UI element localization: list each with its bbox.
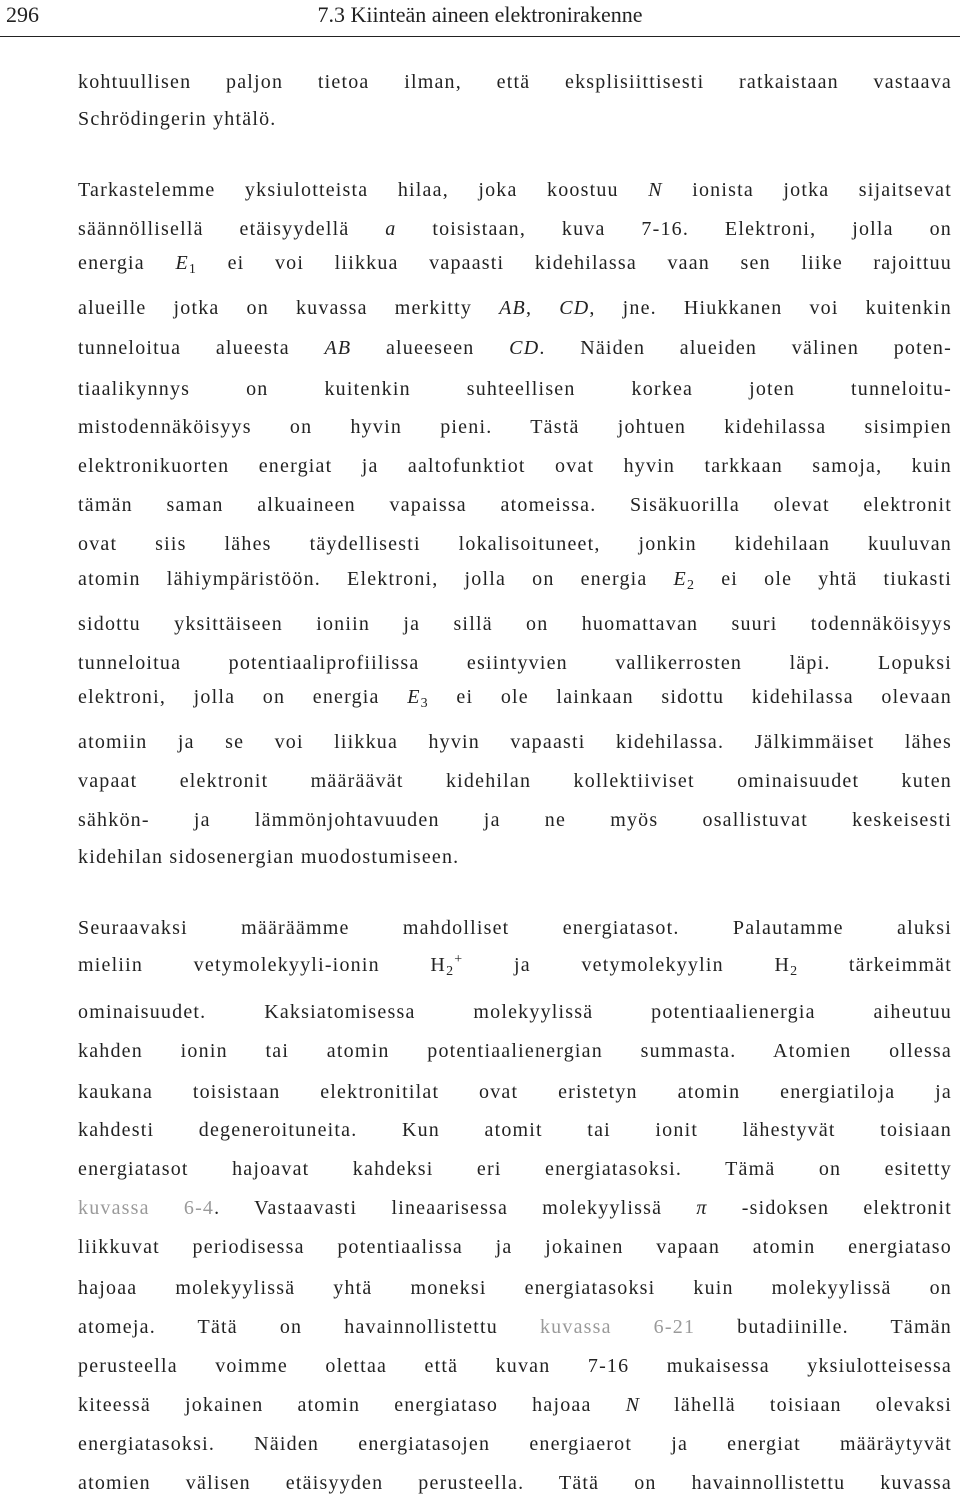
text-line: säännöllisellä etäisyydellä a toisistaan, kuva 7-16. Elektroni, jolla on: [78, 218, 952, 240]
text-line: kohtuullisen paljon tietoa ilman, että eksplisiittisesti ratkaistaan vastaava: [78, 71, 952, 93]
text-line: energiatasoksi. Näiden energiatasojen energiaerot ja energiat määräytyvät: [78, 1433, 952, 1455]
text-line: vapaat elektronit määräävät kidehilan kollektiiviset ominaisuudet kuten: [78, 770, 952, 792]
text-line: hajoaa molekyylissä yhtä moneksi energiatasoksi kuin molekyylissä on: [78, 1277, 952, 1299]
text-line: ominaisuudet. Kaksiatomisessa molekyylissä potentiaalienergia aiheutuu: [78, 1001, 952, 1023]
text-line: kiteessä jokainen atomin energiataso hajoaa N lähellä toisiaan olevaksi: [78, 1394, 953, 1416]
text-line: liikkuvat periodisessa potentiaalissa ja jokainen vapaan atomin energiataso: [78, 1236, 952, 1258]
text-line: sidottu yksittäiseen ioniin ja sillä on huomattavan suuri todennäköisyys: [78, 613, 952, 635]
text-line: Schrödingerin yhtälö.: [78, 108, 277, 130]
text-line: kaukana toisistaan elektronitilat ovat eristetyn atomin energiatiloja ja: [78, 1081, 952, 1103]
text-line: sähkön- ja lämmönjohtavuuden ja ne myös osallistuvat keskeisesti: [78, 809, 952, 831]
page-number: 296: [6, 2, 39, 27]
text-line: alueille jotka on kuvassa merkitty AB, CD, jne. Hiukkanen voi kuitenkin: [78, 297, 952, 319]
chapter-title: 7.3 Kiinteän aineen elektronirakenne: [317, 2, 643, 27]
text-line: perusteella voimme olettaa että kuvan 7-16 mukaisessa yksiulotteisessa: [78, 1355, 952, 1377]
text-line: atomin lähiympäristöön. Elektroni, jolla on energia $E_2$ ei ole yhtä tiukasti: [78, 568, 952, 593]
text-line: mistodennäköisyys on hyvin pieni. Tästä johtuen kidehilassa sisimpien: [78, 416, 952, 438]
text-line: kidehilan sidosenergian muodostumiseen.: [78, 846, 460, 868]
text-line: kahden ionin tai atomin potentiaalienergian summasta. Atomien ollessa: [78, 1040, 952, 1062]
text-line: tunneloitua alueesta AB alueeseen CD. Näiden alueiden välinen poten-: [78, 337, 952, 359]
text-line: atomeja. Tätä on havainnollistettu kuvassa 6-21 butadiinille. Tämän: [78, 1316, 953, 1338]
page-header: [0, 0, 960, 36]
text-line: elektroni, jolla on energia $E_3$ ei ole lainkaan sidottu kidehilassa olevaan: [78, 686, 953, 711]
text-line: Tarkastelemme yksiulotteista hilaa, joka koostuu N ionista jotka sijaitsevat: [78, 179, 952, 201]
text-line: energiatasot hajoavat kahdeksi eri energiatasoksi. Tämä on esitetty: [78, 1158, 952, 1180]
text-line: ovat siis lähes täydellisesti lokalisoituneet, jonkin kidehilaan kuuluvan: [78, 533, 952, 555]
text-line: mieliin vetymolekyyli-ionin $H_2^+$ ja vetymolekyylin $H_2$ tärkeimmät: [78, 952, 952, 979]
text-line: tiaalikynnys on kuitenkin suhteellisen korkea joten tunneloitu-: [78, 378, 952, 400]
text-line: elektronikuorten energiat ja aaltofunktiot ovat hyvin tarkkaan samoja, kuin: [78, 455, 952, 477]
text-line: tunneloitua potentiaaliprofiilissa esiintyvien vallikerrosten läpi. Lopuksi: [78, 652, 952, 674]
text-line: atomien välisen etäisyyden perusteella. Tätä on havainnollistettu kuvassa: [78, 1472, 952, 1494]
text-line: energia $E_1$ ei voi liikkua vapaasti kidehilassa vaan sen liike rajoittuu: [78, 252, 952, 277]
text-line: kahdesti degeneroituneita. Kun atomit tai ionit lähestyvät toisiaan: [78, 1119, 952, 1141]
text-line: kuvassa 6-4. Vastaavasti lineaarisessa molekyylissä π -sidoksen elektronit: [78, 1197, 952, 1219]
text-line: atomiin ja se voi liikkua hyvin vapaasti kidehilassa. Jälkimmäiset lähes: [78, 731, 952, 753]
text-line: Seuraavaksi määräämme mahdolliset energiatasot. Palautamme aluksi: [78, 917, 952, 939]
header-rule: [0, 36, 960, 37]
text-line: tämän saman alkuaineen vapaissa atomeissa. Sisäkuorilla olevat elektronit: [78, 494, 952, 516]
